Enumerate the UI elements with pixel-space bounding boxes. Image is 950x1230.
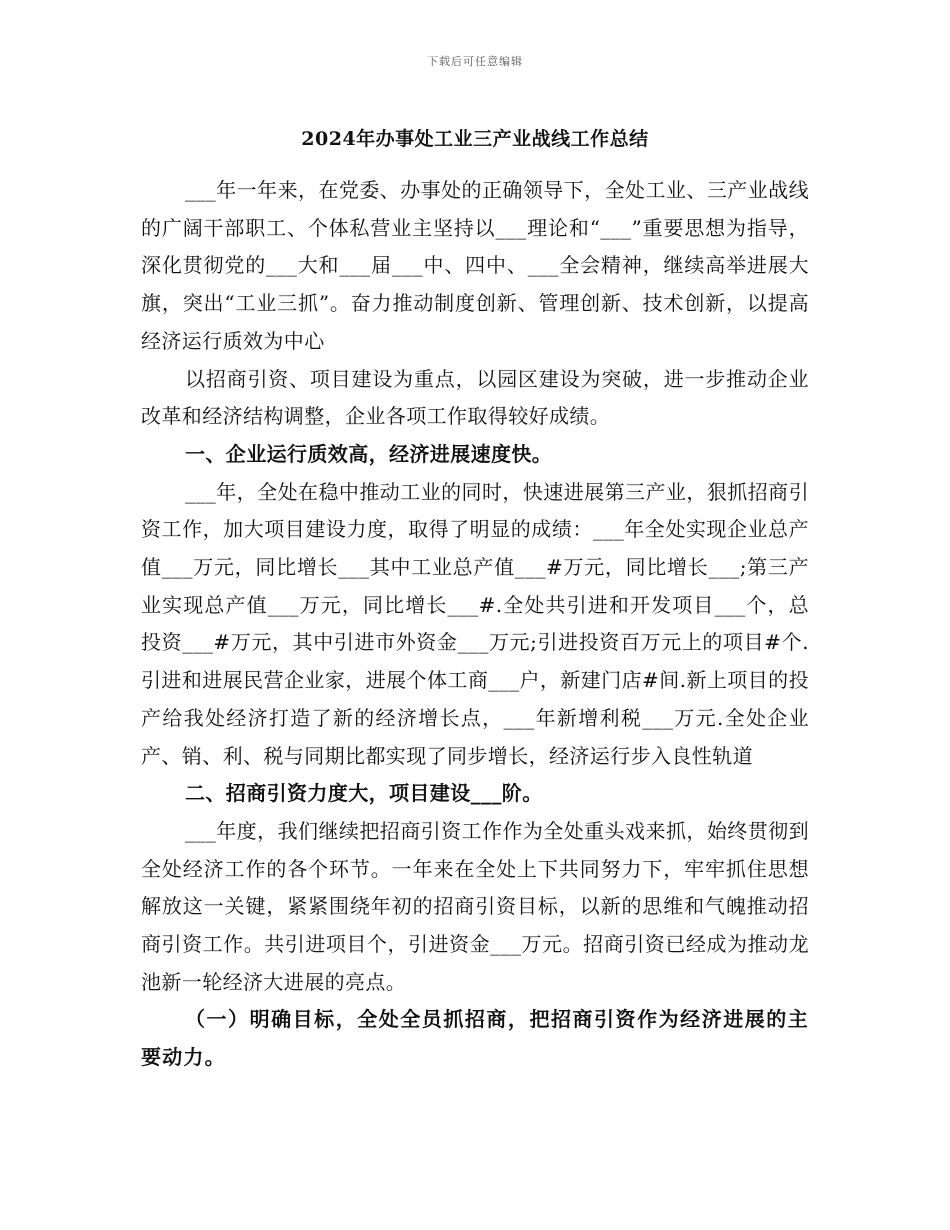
paragraph-section-1: ___年，全处在稳中推动工业的同时，快速进展第三产业，狠抓招商引资工作，加大项目建设力度，取得了明显的成绩：___年全处实现企业总产值___万元，同比增长___其中工业总产值___#万元，同比增长___;第三产业实现总产值___万元，同比增长___#.全处共引进和开发项目___个，总投资___#万元，其中引进市外资金___万元;引进投资百万元上的项目#个.引进和进展民营企业家，进展个体工商___户，新建门店#间.新上项目的投产给我处经济打造了新的经济增长点，___年新增利税___万元.全处企业产、销、利、税与同期比都实现了同步增长，经济运行步入良性轨道 xyxy=(141,479,809,768)
section-heading-1: 一、企业运行质效高，经济进展速度快。 xyxy=(185,441,553,466)
paragraph-section-2: ___年度，我们继续把招商引资工作作为全处重头戏来抓，始终贯彻到全处经济工作的各个环节。一年来在全处上下共同努力下，牢牢抓住思想解放这一关键，紧紧围绕年初的招商引资目标，以新的思维和气魄推动招商引资工作。共引进项目个，引进资金___万元。招商引资已经成为推动龙池新一轮经济大进展的亮点。 xyxy=(141,818,809,994)
paragraph-focus: 以招商引资、项目建设为重点，以园区建设为突破，进一步推动企业改革和经济结构调整，企业各项工作取得较好成绩。 xyxy=(141,366,809,429)
subsection-heading-1: （一）明确目标，全处全员抓招商，把招商引资作为经济进展的主要动力。 xyxy=(141,1007,809,1070)
header-note: 下载后可任意编辑 xyxy=(427,55,523,68)
section-heading-2: 二、招商引资力度大，项目建设___阶。 xyxy=(185,781,543,806)
document-body xyxy=(141,172,809,1077)
document-title: 2024年办事处工业三产业战线工作总结 xyxy=(301,128,649,150)
paragraph-intro: ___年一年来，在党委、办事处的正确领导下，全处工业、三产业战线的广阔干部职工、个体私营业主坚持以___理论和“___”重要思想为指导，深化贯彻党的___大和___届___中、四中、___全会精神，继续高举进展大旗，突出“工业三抓”。奋力推动制度创新、管理创新、技术创新，以提高经济运行质效为中心 xyxy=(141,178,809,353)
